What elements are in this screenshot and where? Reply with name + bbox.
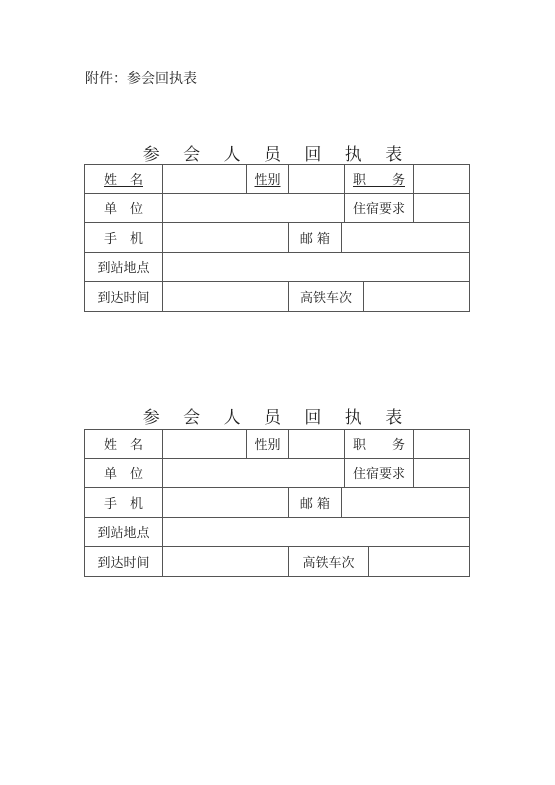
table-row xyxy=(84,253,470,283)
name-field[interactable] xyxy=(162,165,246,193)
station-label: 到站地点 xyxy=(97,261,150,277)
phone-field[interactable] xyxy=(162,488,288,517)
train-label: 高铁车次 xyxy=(288,547,368,576)
table-row xyxy=(84,459,470,489)
position-field[interactable] xyxy=(413,430,471,458)
table-row xyxy=(84,164,470,194)
arrival-field[interactable] xyxy=(162,547,288,576)
station-field[interactable] xyxy=(162,253,471,282)
table-row xyxy=(84,518,470,548)
gender-field[interactable] xyxy=(288,430,344,458)
gender-label: 性别 xyxy=(246,430,288,458)
train-label: 高铁车次 xyxy=(288,282,363,311)
unit-label: 单 位 xyxy=(103,467,143,483)
arrival-field[interactable] xyxy=(162,282,288,311)
table-row xyxy=(84,223,470,253)
table-row xyxy=(84,547,470,577)
table-row xyxy=(84,488,470,518)
phone-label: 手 机 xyxy=(103,231,143,247)
lodging-label: 住宿要求 xyxy=(344,194,413,223)
position-label: 职 务 xyxy=(344,165,413,193)
position-label: 职 务 xyxy=(344,430,413,458)
unit-field[interactable] xyxy=(162,459,344,488)
train-field[interactable] xyxy=(363,282,471,311)
form-title: 参 会 人 员 回 执 表 xyxy=(142,145,412,165)
table-row xyxy=(84,282,470,312)
receipt-form-2 xyxy=(84,429,470,577)
form-title: 参 会 人 员 回 执 表 xyxy=(142,408,412,428)
email-label: 邮 箱 xyxy=(288,223,341,252)
name-field[interactable] xyxy=(162,430,246,458)
name-label: 姓 名 xyxy=(103,173,143,189)
lodging-field[interactable] xyxy=(413,194,471,223)
phone-field[interactable] xyxy=(162,223,288,252)
name-label: 姓 名 xyxy=(103,438,143,454)
table-row xyxy=(84,429,470,459)
arrival-label: 到达时间 xyxy=(97,555,150,571)
train-field[interactable] xyxy=(368,547,471,576)
receipt-form-1 xyxy=(84,164,470,312)
arrival-label: 到达时间 xyxy=(97,290,150,306)
gender-label: 性别 xyxy=(246,165,288,193)
email-label: 邮 箱 xyxy=(288,488,341,517)
attachment-label: 附件：参会回执表 xyxy=(85,71,197,87)
phone-label: 手 机 xyxy=(103,496,143,512)
station-field[interactable] xyxy=(162,518,471,547)
unit-field[interactable] xyxy=(162,194,344,223)
email-field[interactable] xyxy=(341,488,471,517)
table-row xyxy=(84,194,470,224)
unit-label: 单 位 xyxy=(103,202,143,218)
gender-field[interactable] xyxy=(288,165,344,193)
lodging-label: 住宿要求 xyxy=(344,459,413,488)
position-field[interactable] xyxy=(413,165,471,193)
lodging-field[interactable] xyxy=(413,459,471,488)
station-label: 到站地点 xyxy=(97,526,150,542)
email-field[interactable] xyxy=(341,223,471,252)
